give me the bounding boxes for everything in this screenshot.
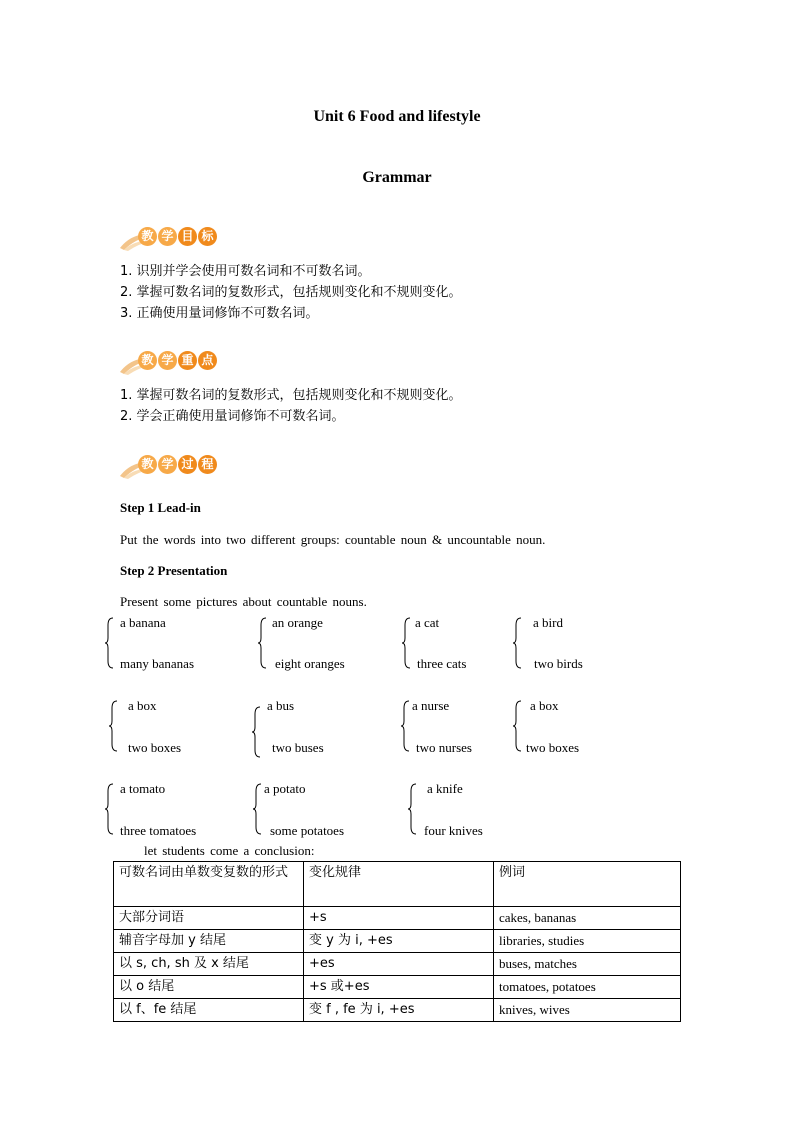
step2-text: Present some pictures about countable nouns.: [120, 594, 367, 609]
table-header-cell: 变化规律: [304, 862, 494, 907]
brace-icon: [407, 783, 417, 835]
step2-heading: Step 2 Presentation: [120, 563, 228, 578]
noun-singular: a knife: [427, 781, 463, 796]
noun-plural: two boxes: [526, 740, 580, 755]
key-point-item: 2. 学会正确使用量词修饰不可数名词。: [120, 409, 345, 424]
table-cell: tomatoes, potatoes: [494, 976, 681, 999]
badge-char: 过: [178, 455, 197, 474]
noun-plural: three cats: [417, 656, 467, 671]
brace-icon: [104, 783, 114, 835]
badge-char: 程: [198, 455, 217, 474]
noun-plural: two birds: [534, 656, 583, 671]
section-badge-process: [118, 452, 228, 482]
noun-plural: two nurses: [416, 740, 472, 755]
noun-plural: four knives: [424, 823, 483, 838]
noun-plural: some potatoes: [270, 823, 345, 838]
step1-heading: Step 1 Lead-in: [120, 500, 201, 515]
brace-icon: [401, 617, 411, 669]
noun-singular: an orange: [272, 615, 323, 630]
section-badge-objectives: [118, 224, 228, 254]
noun-singular: a potato: [264, 781, 306, 796]
table-row: [114, 976, 681, 999]
table-cell: 大部分词语: [114, 907, 304, 930]
table-cell: cakes, bananas: [494, 907, 681, 930]
badge-char: 重: [178, 351, 197, 370]
table-header-cell: 可数名词由单数变复数的形式: [114, 862, 304, 907]
noun-singular: a cat: [415, 615, 440, 630]
key-point-item: 1. 掌握可数名词的复数形式，包括规则变化和不规则变化。: [120, 388, 462, 403]
section-badge-key-points: [118, 348, 228, 378]
table-cell: 以 o 结尾: [114, 976, 304, 999]
noun-singular: a nurse: [412, 698, 450, 713]
table-cell: 变 f , fe 为 i, +es: [304, 999, 494, 1022]
table-cell: knives, wives: [494, 999, 681, 1022]
table-cell: +s 或+es: [304, 976, 494, 999]
table-cell: libraries, studies: [494, 930, 681, 953]
badge-char: 教: [138, 227, 157, 246]
table-row: [114, 999, 681, 1022]
badge-char: 教: [138, 455, 157, 474]
brace-icon: [512, 700, 522, 752]
noun-singular: a banana: [120, 615, 166, 630]
objective-item: 2. 掌握可数名词的复数形式，包括规则变化和不规则变化。: [120, 285, 462, 300]
table-header-row: [114, 862, 681, 907]
table-cell: buses, matches: [494, 953, 681, 976]
table-cell: +es: [304, 953, 494, 976]
noun-singular: a tomato: [120, 781, 166, 796]
noun-singular: a box: [530, 698, 559, 713]
brace-icon: [400, 700, 410, 752]
badge-char: 学: [158, 351, 177, 370]
badge-char: 标: [198, 227, 217, 246]
table-cell: 辅音字母加 y 结尾: [114, 930, 304, 953]
table-row: [114, 953, 681, 976]
noun-singular: a bus: [267, 698, 295, 713]
noun-plural: eight oranges: [275, 656, 345, 671]
noun-plural: three tomatoes: [120, 823, 197, 838]
brace-icon: [108, 700, 118, 752]
table-header-cell: 例词: [494, 862, 681, 907]
table-cell: +s: [304, 907, 494, 930]
noun-plural: two buses: [272, 740, 324, 755]
brace-icon: [257, 617, 267, 669]
page-title: Unit 6 Food and lifestyle: [313, 108, 481, 125]
brace-icon: [252, 783, 262, 835]
page-subtitle: Grammar: [362, 169, 432, 186]
objective-item: 3. 正确使用量词修饰不可数名词。: [120, 306, 319, 321]
step1-text: Put the words into two different groups: countable noun & uncountable noun.: [120, 532, 546, 547]
table-cell: 以 s, ch, sh 及 x 结尾: [114, 953, 304, 976]
plural-rules-table: [113, 861, 681, 1022]
badge-char: 目: [178, 227, 197, 246]
noun-singular: a bird: [533, 615, 563, 630]
conclusion-text: let students come a conclusion:: [144, 843, 315, 858]
objective-item: 1. 识别并学会使用可数名词和不可数名词。: [120, 264, 371, 279]
table-cell: 以 f、fe 结尾: [114, 999, 304, 1022]
badge-char: 学: [158, 455, 177, 474]
noun-singular: a box: [128, 698, 157, 713]
brace-icon: [251, 706, 261, 758]
badge-char: 点: [198, 351, 217, 370]
table-cell: 变 y 为 i, +es: [304, 930, 494, 953]
table-row: [114, 907, 681, 930]
brace-icon: [104, 617, 114, 669]
noun-plural: many bananas: [120, 656, 195, 671]
badge-char: 学: [158, 227, 177, 246]
badge-char: 教: [138, 351, 157, 370]
noun-plural: two boxes: [128, 740, 182, 755]
brace-icon: [512, 617, 522, 669]
table-row: [114, 930, 681, 953]
